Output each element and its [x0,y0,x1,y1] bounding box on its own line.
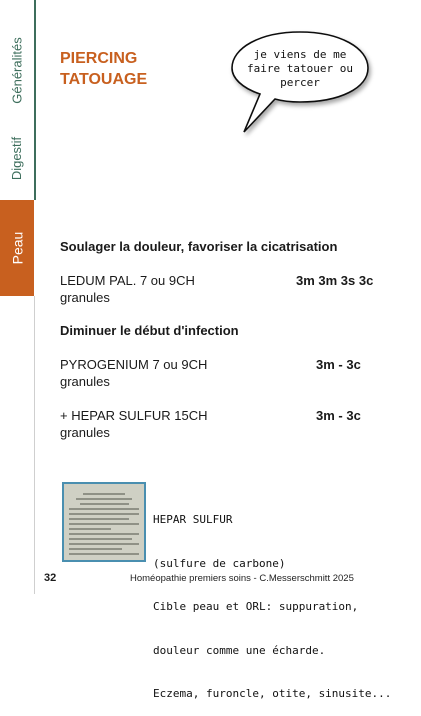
bubble-line2: faire tatouer ou [247,62,353,75]
tab-generalites-label: Généralités [9,36,25,104]
bubble-line1: je viens de me [253,48,347,61]
page-title-line1: PIERCING [60,50,138,67]
sidebar-divider-lower [34,296,35,594]
section2-dose2: 3m - 3c [316,408,361,423]
bubble-line3: percer [280,76,320,89]
book-page-image [62,482,146,562]
tab-peau[interactable] [0,200,34,296]
speech-bubble-text [234,48,366,90]
tab-digestif[interactable] [0,118,34,198]
tab-peau-label: Peau [8,231,25,265]
tab-digestif-label: Digestif [9,136,25,180]
note-line5: Eczema, furoncle, otite, sinusite... [153,687,392,700]
section1-heading: Soulager la douleur, favoriser la cicatrisation [60,239,338,254]
section1-form: granules [60,290,110,305]
remedy-note [153,484,391,716]
section2-form2: granules [60,425,110,440]
section1-dose: 3m 3m 3s 3c [296,273,374,288]
section2-heading: Diminuer le début d'infection [60,323,239,338]
page-title [60,48,147,90]
section2-form1: granules [60,374,110,389]
footer-text: Homéopathie premiers soins - C.Messerschmitt 2025 [130,573,354,584]
note-line1: HEPAR SULFUR [153,513,233,526]
page-number: 32 [44,572,57,584]
section1-remedy: LEDUM PAL. 7 ou 9CH [60,273,195,288]
section2-remedy1: PYROGENIUM 7 ou 9CH [60,357,208,372]
section2-dose1: 3m - 3c [316,357,361,372]
tab-generalites[interactable] [0,24,34,116]
page-title-line2: TATOUAGE [60,71,148,88]
note-line4: douleur comme une écharde. [153,643,326,657]
note-line2: (sulfure de carbone) [153,556,286,570]
note-line3: Cible peau et ORL: suppuration, [153,600,359,613]
sidebar-divider [34,0,36,200]
section2-remedy2: + HEPAR SULFUR 15CH [60,408,208,423]
